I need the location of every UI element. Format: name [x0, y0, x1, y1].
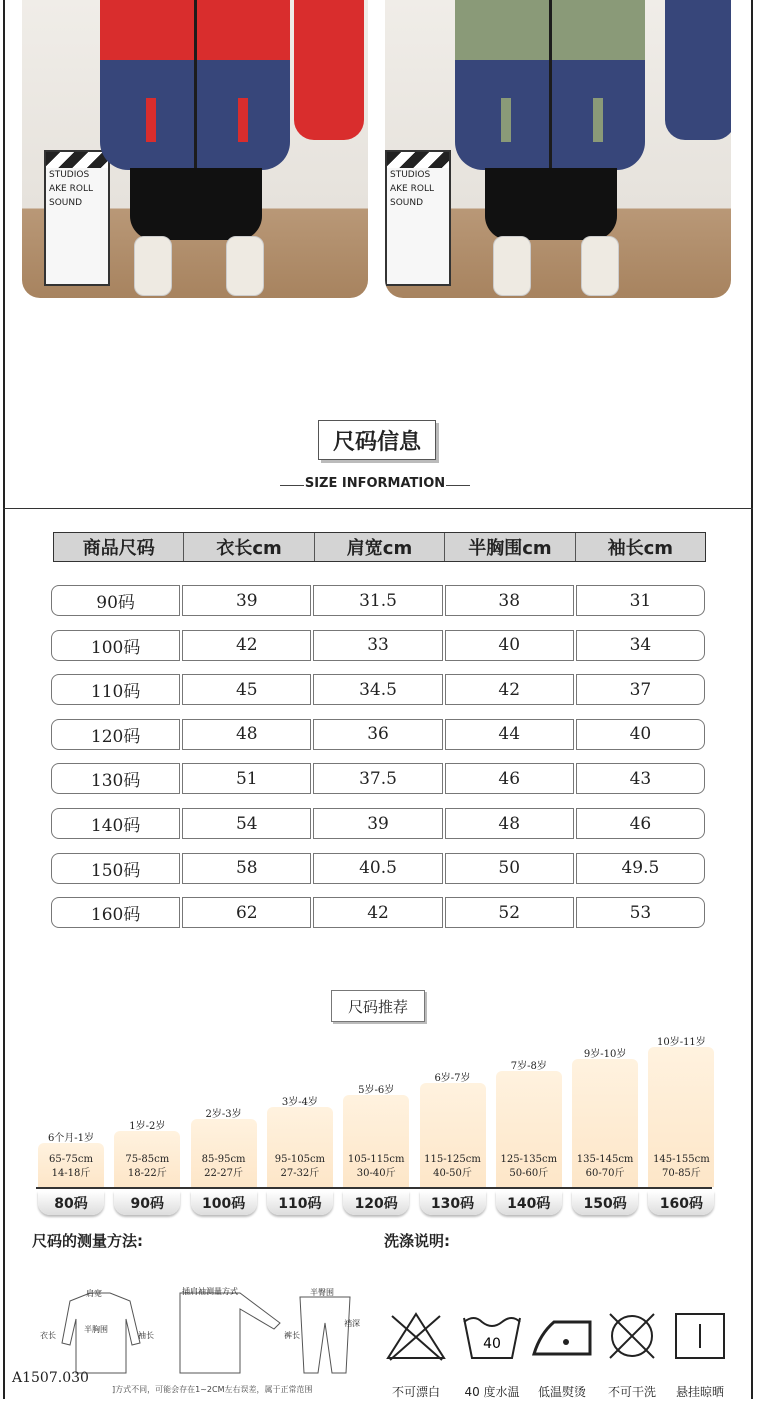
- measure-label: 裤长: [284, 1331, 300, 1340]
- table-cell: 31: [576, 585, 705, 616]
- size-info-title: 尺码信息: [318, 420, 436, 460]
- measure-label: 裆深: [344, 1319, 360, 1328]
- divider: [3, 508, 753, 509]
- table-cell: 49.5: [576, 853, 705, 884]
- care-label: 40 度水温: [464, 1385, 520, 1399]
- size-recommend-column: [343, 1085, 409, 1212]
- product-photo-red: [22, 0, 368, 298]
- size-label: 160码: [648, 1191, 714, 1215]
- size-label: 130码: [420, 1191, 486, 1215]
- care-label: 不可干洗: [607, 1385, 656, 1399]
- size-info-subtitle: SIZE INFORMATION: [280, 476, 470, 491]
- table-cell: 130码: [51, 763, 180, 794]
- care-title: 洗涤说明:: [384, 1232, 450, 1250]
- table-cell: 90码: [51, 585, 180, 616]
- measure-label: 袖长: [138, 1331, 154, 1340]
- table-cell: 100码: [51, 630, 180, 661]
- table-cell: 58: [182, 853, 311, 884]
- height-range: 135-145cm: [576, 1154, 634, 1165]
- size-recommend-column: [267, 1097, 333, 1212]
- table-row: [51, 674, 705, 705]
- table-cell: 36: [313, 719, 442, 750]
- table-cell: 40: [445, 630, 574, 661]
- table-row: [51, 853, 705, 884]
- weight-range: 70-85斤: [661, 1168, 701, 1179]
- height-range: 85-95cm: [201, 1154, 246, 1165]
- age-label: 9岁-10岁: [583, 1049, 627, 1060]
- table-cell: 43: [576, 763, 705, 794]
- height-range: 105-115cm: [347, 1154, 405, 1165]
- table-cell: 46: [445, 763, 574, 794]
- size-label: 100码: [191, 1191, 257, 1215]
- size-recommend-column: [496, 1061, 562, 1212]
- product-photo-green: [385, 0, 731, 298]
- table-cell: 38: [445, 585, 574, 616]
- age-label: 7岁-8岁: [510, 1061, 547, 1072]
- table-cell: 52: [445, 897, 574, 928]
- no-bleach-icon: [384, 1310, 448, 1362]
- table-row: [51, 719, 705, 750]
- measure-label: 半胸围: [84, 1325, 108, 1334]
- care-label: 悬挂晾晒: [675, 1385, 724, 1399]
- measure-label: 半臀围: [310, 1288, 334, 1297]
- weight-range: 18-22斤: [127, 1168, 167, 1179]
- size-label: 150码: [572, 1191, 638, 1215]
- table-cell: 110码: [51, 674, 180, 705]
- size-recommend-column: [191, 1109, 257, 1212]
- height-range: 75-85cm: [125, 1154, 170, 1165]
- header-cell: 半胸围cm: [445, 533, 575, 561]
- table-cell: 42: [445, 674, 574, 705]
- size-label: 140码: [496, 1191, 562, 1215]
- table-row: [51, 630, 705, 661]
- table-cell: 40: [576, 719, 705, 750]
- table-cell: 45: [182, 674, 311, 705]
- height-range: 115-125cm: [424, 1154, 481, 1165]
- table-cell: 140码: [51, 808, 180, 839]
- height-range: 95-105cm: [274, 1154, 326, 1165]
- low-iron-icon: [530, 1310, 594, 1362]
- product-code: A1507.030: [12, 1370, 89, 1386]
- weight-range: 40-50斤: [433, 1168, 472, 1179]
- clapper-board: STUDIOS AKE ROLL SOUND: [385, 150, 451, 286]
- size-recommend-column: [572, 1049, 638, 1212]
- size-recommend-title: 尺码推荐: [331, 990, 425, 1022]
- header-cell: 商品尺码: [54, 533, 184, 561]
- measure-note: ]方式不同，可能会存在1~2CM左右误差，属于正常范围: [112, 1385, 313, 1394]
- table-cell: 62: [182, 897, 311, 928]
- table-cell: 120码: [51, 719, 180, 750]
- age-label: 6个月-1岁: [47, 1133, 95, 1144]
- size-recommend-column: [114, 1121, 180, 1212]
- height-range: 125-135cm: [500, 1154, 558, 1165]
- size-recommend-column: [648, 1037, 714, 1212]
- table-cell: 37.5: [313, 763, 442, 794]
- table-cell: 42: [182, 630, 311, 661]
- table-cell: 150码: [51, 853, 180, 884]
- table-cell: 48: [182, 719, 311, 750]
- table-cell: 51: [182, 763, 311, 794]
- height-range: 65-75cm: [49, 1154, 93, 1165]
- table-cell: 39: [313, 808, 442, 839]
- table-row: [51, 808, 705, 839]
- age-label: 5岁-6岁: [358, 1085, 395, 1096]
- table-row: [51, 585, 705, 616]
- header-cell: 袖长cm: [607, 538, 674, 559]
- weight-range: 27-32斤: [280, 1168, 320, 1179]
- size-recommend-column: [420, 1073, 486, 1212]
- age-label: 6岁-7岁: [434, 1073, 471, 1084]
- table-cell: 50: [445, 853, 574, 884]
- table-cell: 34.5: [313, 674, 442, 705]
- size-label: 110码: [267, 1191, 333, 1215]
- table-cell: 44: [445, 719, 574, 750]
- weight-range: 60-70斤: [585, 1168, 625, 1179]
- age-label: 1岁-2岁: [129, 1121, 166, 1132]
- weight-range: 14-18斤: [51, 1168, 91, 1179]
- weight-range: 50-60斤: [509, 1168, 549, 1179]
- care-label: 低温熨烫: [537, 1385, 586, 1399]
- age-label: 10岁-11岁: [656, 1037, 706, 1048]
- table-cell: 160码: [51, 897, 180, 928]
- table-cell: 31.5: [313, 585, 442, 616]
- table-cell: 39: [182, 585, 311, 616]
- header-cell: 衣长cm: [184, 533, 314, 561]
- clapper-board: STUDIOS AKE ROLL SOUND: [44, 150, 110, 286]
- size-recommend-column: [38, 1133, 104, 1212]
- table-cell: 33: [313, 630, 442, 661]
- care-label: 不可漂白: [391, 1385, 440, 1399]
- baseline: [36, 1187, 712, 1189]
- hang-dry-icon: [668, 1310, 732, 1362]
- weight-range: 22-27斤: [204, 1168, 243, 1179]
- table-row: [51, 763, 705, 794]
- table-cell: 34: [576, 630, 705, 661]
- wash-40-icon: [460, 1310, 524, 1362]
- measure-title: 尺码的测量方法:: [32, 1232, 143, 1250]
- table-cell: 37: [576, 674, 705, 705]
- no-dry-clean-icon: [600, 1310, 664, 1362]
- svg-text:40: 40: [483, 1336, 501, 1352]
- table-cell: 54: [182, 808, 311, 839]
- measure-label: 肩宽: [86, 1289, 102, 1298]
- size-table-header: [53, 532, 706, 562]
- measure-label: 插肩袖测量方式: [182, 1287, 238, 1296]
- table-row: [51, 897, 705, 928]
- age-label: 3岁-4岁: [281, 1097, 318, 1108]
- table-cell: 42: [313, 897, 442, 928]
- header-cell: 肩宽cm: [315, 533, 445, 561]
- height-range: 145-155cm: [653, 1154, 710, 1165]
- size-label: 80码: [38, 1191, 104, 1215]
- table-cell: 40.5: [313, 853, 442, 884]
- table-cell: 53: [576, 897, 705, 928]
- weight-range: 30-40斤: [356, 1168, 396, 1179]
- size-label: 120码: [343, 1191, 409, 1215]
- age-label: 2岁-3岁: [205, 1109, 242, 1120]
- table-cell: 46: [576, 808, 705, 839]
- size-label: 90码: [114, 1191, 180, 1215]
- table-cell: 48: [445, 808, 574, 839]
- measure-label: 衣长: [40, 1331, 56, 1340]
